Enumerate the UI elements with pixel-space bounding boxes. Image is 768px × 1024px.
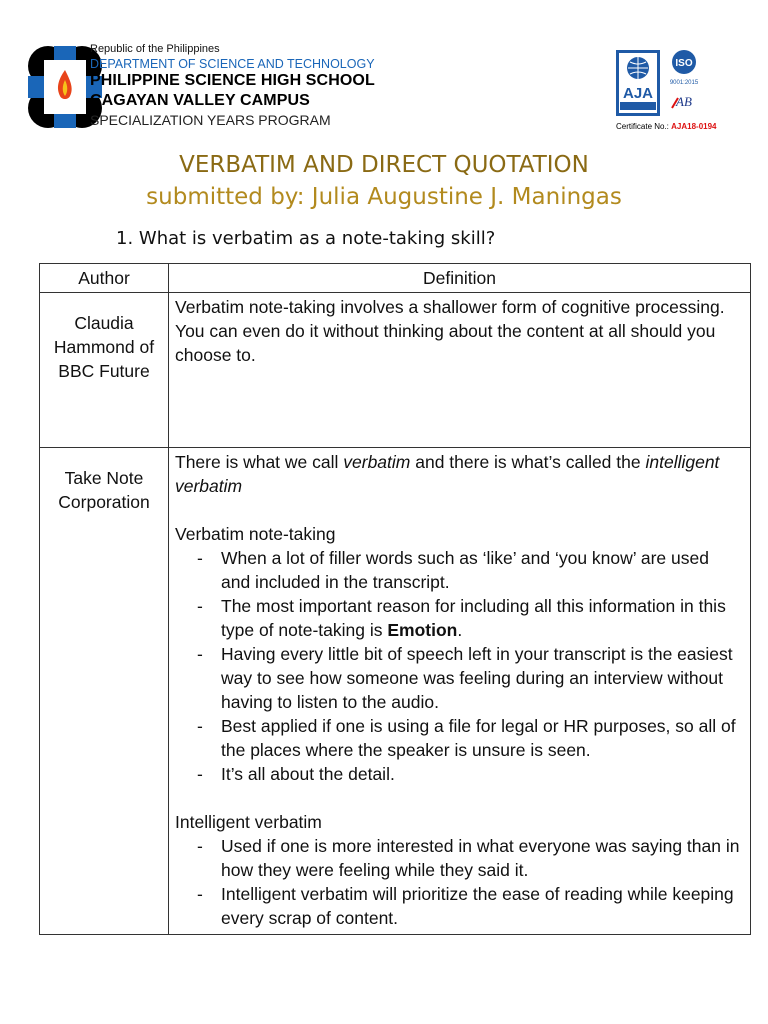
school-name: PHILIPPINE SCIENCE HIGH SCHOOL (90, 72, 375, 89)
author-cell (40, 293, 169, 448)
author-cell (40, 448, 169, 935)
section-heading: Intelligent verbatim (175, 812, 322, 832)
svg-text:AB: AB (676, 94, 692, 109)
list-item: - Intelligent verbatim will prioritize the ease of reading while keeping every scrap of content. (195, 882, 742, 930)
table-row (40, 448, 751, 935)
author-line: Take Note (64, 468, 144, 488)
list-item: - Best applied if one is using a file for legal or HR purposes, so all of the places where the speaker is unsure is seen. (195, 714, 742, 762)
letterhead (90, 44, 375, 129)
author-line: BBC Future (58, 361, 150, 381)
list-item-text: . (457, 620, 463, 640)
definition-column-header: Definition (169, 264, 751, 293)
question-heading: 1. What is verbatim as a note-taking skill? (116, 228, 496, 249)
bullet-list (175, 546, 742, 786)
definition-text: Verbatim note-taking involves a shallower form of cognitive processing. You can even do it without thinking about the content at all should you choose to. (175, 297, 725, 365)
svg-text:AJA: AJA (622, 85, 654, 102)
certificate-number: AJA18-0194 (671, 122, 717, 131)
intro-emphasis: verbatim (343, 452, 411, 472)
definition-intro (175, 450, 742, 498)
list-item: - When a lot of filler words such as ‘like’ and ‘you know’ are used and included in the transcript. (195, 546, 742, 594)
list-item: - It’s all about the detail. (195, 762, 742, 786)
definition-cell (169, 293, 751, 448)
certificate-line (616, 122, 717, 131)
svg-text:ISO: ISO (675, 58, 693, 69)
document-subtitle: submitted by: Julia Augustine J. Maningas (146, 184, 622, 210)
intro-text: and there is what’s called the (410, 452, 646, 472)
campus-name: CAGAYAN VALLEY CAMPUS (90, 92, 310, 109)
certificate-label: Certificate No.: (616, 122, 669, 131)
intro-emphasis: intelligent verbatim (175, 452, 720, 496)
author-line: Claudia (74, 313, 134, 333)
section-heading: Verbatim note-taking (175, 524, 336, 544)
author-line: Hammond of (53, 337, 155, 357)
bullet-list (175, 834, 742, 930)
svg-text:9001:2015: 9001:2015 (669, 80, 699, 86)
author-column-header: Author (40, 264, 169, 293)
table-row (40, 293, 751, 448)
list-item: - Having every little bit of speech left in your transcript is the easiest way to see how someone was feeling during an interview without having to listen to the audio. (195, 642, 742, 714)
department-line: DEPARTMENT OF SCIENCE AND TECHNOLOGY (90, 57, 375, 71)
intro-text: There is what we call (175, 452, 344, 472)
definition-cell (169, 448, 751, 935)
emphasis-word: Emotion (387, 620, 458, 640)
list-item-text: The most important reason for including all this information in this type of note-taking is (221, 596, 726, 640)
document-title: VERBATIM AND DIRECT QUOTATION (179, 152, 589, 178)
list-item (195, 594, 742, 642)
republic-line: Republic of the Philippines (90, 43, 220, 55)
list-item: - Used if one is more interested in what everyone was saying than in how they were feeling while they said it. (195, 834, 742, 882)
table-header-row (40, 264, 751, 293)
definitions-table (39, 263, 751, 935)
program-line: SPECIALIZATION YEARS PROGRAM (90, 112, 331, 128)
author-line: Corporation (58, 492, 150, 512)
